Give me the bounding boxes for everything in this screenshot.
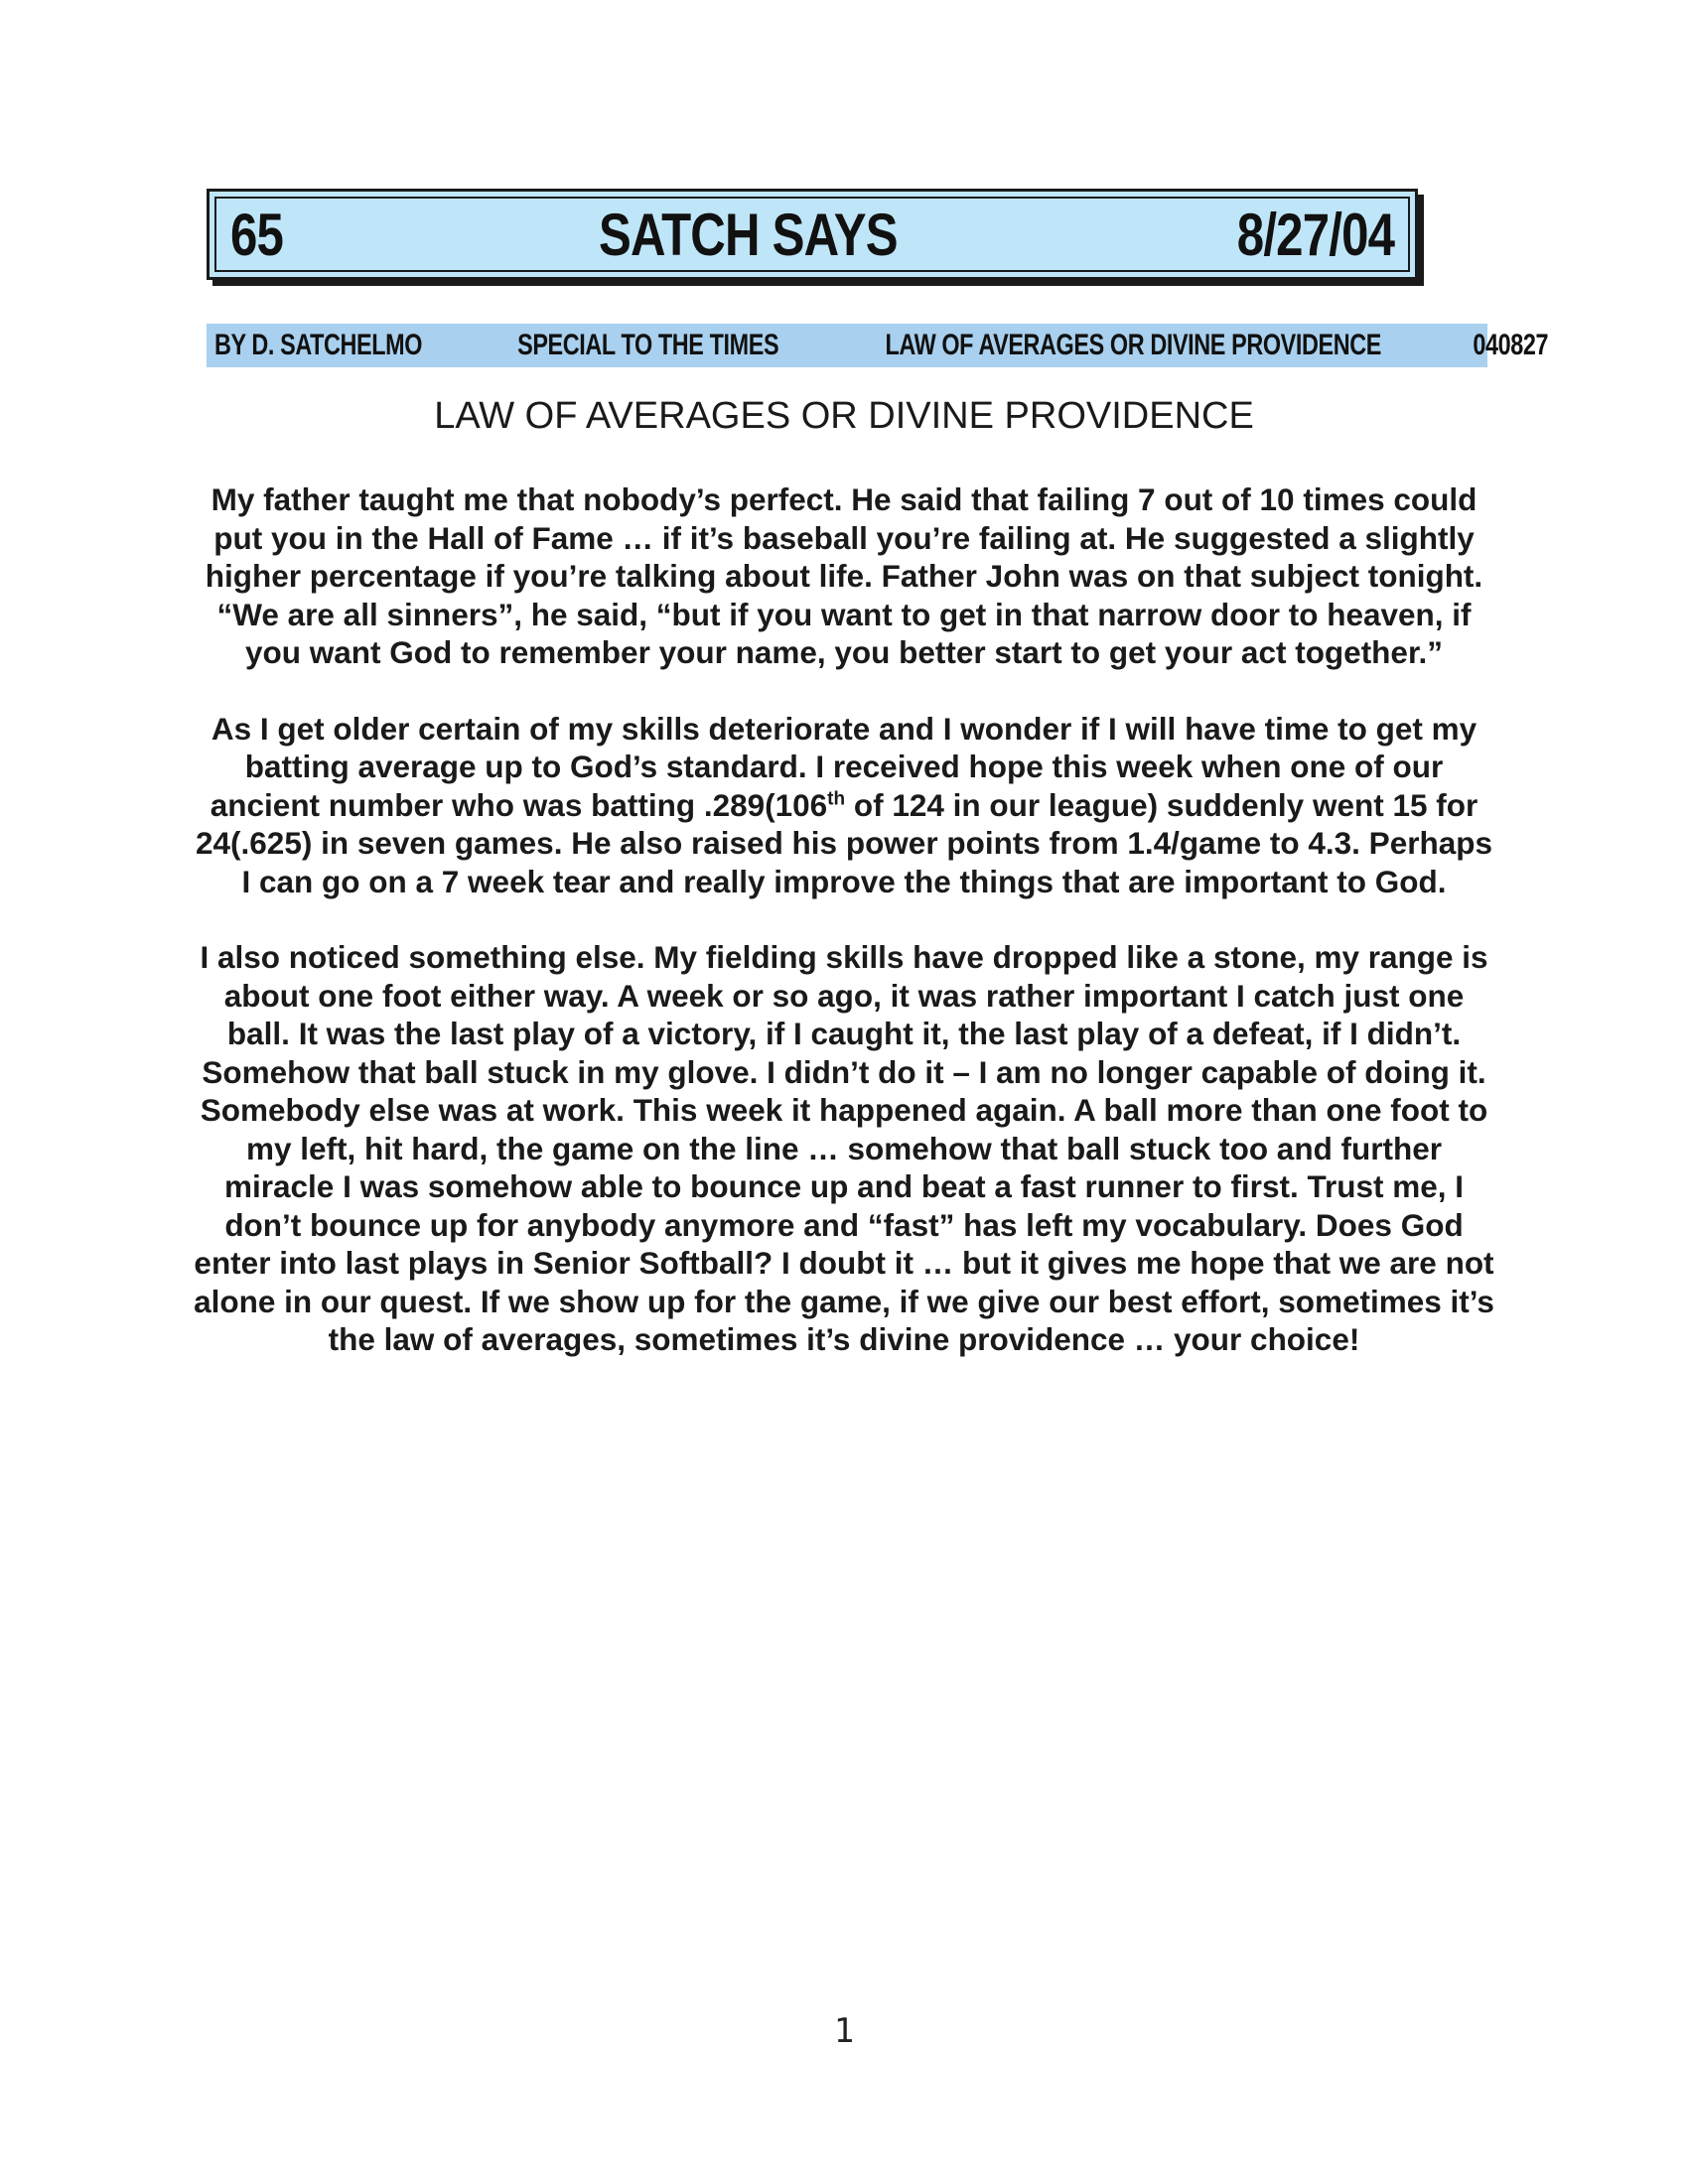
byline-topic: LAW OF AVERAGES OR DIVINE PROVIDENCE xyxy=(885,329,1382,361)
byline-special: SPECIAL TO THE TIMES xyxy=(517,329,779,361)
column-title: SATCH SAYS xyxy=(599,201,899,268)
byline-author: BY D. SATCHELMO xyxy=(214,329,423,361)
article-body xyxy=(194,480,1494,1397)
byline-code: 040827 xyxy=(1473,329,1548,361)
column-header xyxy=(207,189,1418,280)
paragraph-2-part-2: of 124 in our league) suddenly went 15 for 24(.625) in seven games. He also raised his power points from 1.4/game to 4.3. Perhaps I can go on a 7 week tear and really improve the things that are important to God. xyxy=(196,786,1492,899)
paragraph-2 xyxy=(194,710,1494,901)
byline-bar xyxy=(207,324,1548,367)
issue-date: 8/27/04 xyxy=(1236,201,1394,268)
paragraph-1: My father taught me that nobody’s perfect. He said that failing 7 out of 10 times could put you in the Hall of Fame … if it’s baseball you’re failing at. He suggested a slightly higher percentage if you’re talking about life. Father John was on that subject tonight. “We are all sinners”, he said, “but if you want to get in that narrow door to heaven, if you want God to remember your name, you better start to get your act together.” xyxy=(205,481,1483,670)
issue-number: 65 xyxy=(230,201,284,268)
article-title: LAW OF AVERAGES OR DIVINE PROVIDENCE xyxy=(434,395,1254,437)
ordinal-suffix: th xyxy=(827,788,846,809)
paragraph-2-part-1: As I get older certain of my skills deteriorate and I wonder if I will have time to get my batting average up to God’s standard. I received hope this week when one of our ancient number who was batting .289(106 xyxy=(210,710,1477,823)
column-header-inner xyxy=(214,197,1410,272)
paragraph-3: I also noticed something else. My fielding skills have dropped like a stone, my range is about one foot either way. A week or so ago, it was rather important I catch just one ball. It was the last play of a victory, if I caught it, the last play of a defeat, if I didn’t. Somehow that ball stuck in my glove. I didn’t do it – I am no longer capable of doing it. Somebody else was at work. This week it happened again. A ball more than one foot to my left, hit hard, the game on the line … somehow that ball stuck too and further miracle I was somehow able to bounce up and beat a fast runner to first. Trust me, I don’t bounce up for anybody anymore and “fast” has left my vocabulary. Does God enter into last plays in Senior Softball? I doubt it … but it gives me hope that we are not alone in our quest. If we show up for the game, if we give our best effort, sometimes it’s the law of averages, sometimes it’s divine providence … your choice! xyxy=(194,939,1494,1357)
page-number: 1 xyxy=(833,2011,855,2051)
